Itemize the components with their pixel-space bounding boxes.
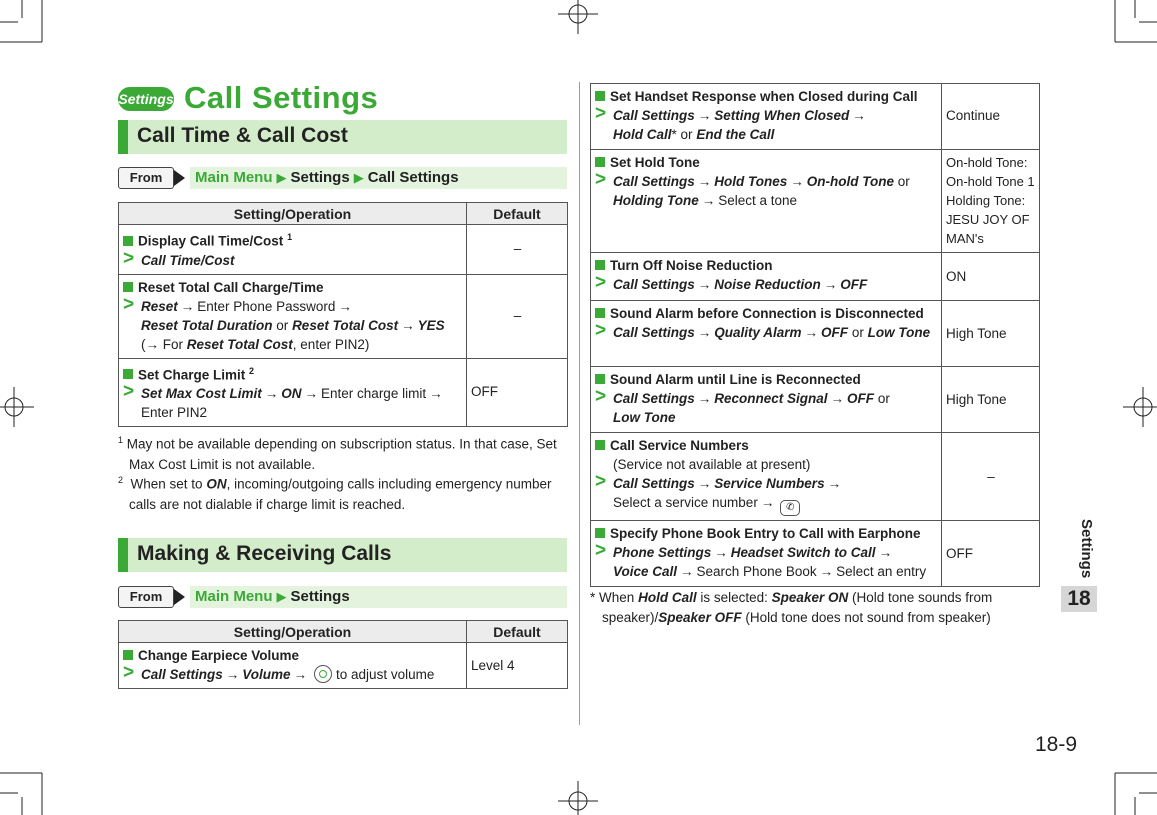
op-step: OFF [840,277,868,292]
column-divider [579,82,580,725]
section-title: Call Time & Call Cost [137,124,348,147]
section-heading-call-time-cost [118,120,567,154]
default-value: OFF [942,521,1040,587]
op-or: or [851,325,864,340]
from-label: From [118,586,174,608]
page-number: 18-9 [1035,733,1078,756]
col-setting-operation: Setting/Operation [119,203,467,225]
bullet-square-icon [595,308,605,318]
op-step: Reset Total Cost [186,336,293,352]
chevron-right-icon: > [595,169,607,190]
table-row: Change Earpiece Volume > Call Settings → Volume → to adjust volume Level 4 [119,643,568,689]
op-step: Service Numbers [714,476,825,491]
default-value: – [467,225,568,275]
op-step: Call Settings [613,391,695,406]
footnote-text: , incoming/outgoing calls including emergency number calls are not dialable if charge limit is reached. [129,476,552,512]
triangle-right-icon: ▶ [276,589,287,604]
table-row: Reset Total Call Charge/Time > Reset → Enter Phone Password → Reset Total Duration or Reset Total Cost → YES (→ For Reset Total Cost, enter PIN2) – [119,274,568,358]
bullet-square-icon [123,369,133,379]
footnote-num: 1 [118,435,124,445]
chapter-number: 18 [1061,586,1097,612]
footnote-ref: 2 [249,365,255,376]
default-value: OFF [467,358,568,427]
settings-badge: Settings [118,87,174,111]
path-settings: Settings [290,169,350,186]
footnote-text: is selected: [700,590,768,605]
op-step: Voice Call [613,564,678,579]
path-main-menu: Main Menu [195,588,273,605]
arrow-right-icon [174,170,185,186]
bullet-square-icon [595,528,605,538]
footnote-1 [118,430,558,475]
menu-path [190,167,567,189]
footnote-ref: 1 [287,232,293,242]
op-star: * [671,127,677,142]
item-title: Set Charge Limit [138,367,246,382]
op-step: to adjust volume [336,667,435,682]
footnote-text: Speaker OFF [658,610,742,625]
table-row: Sound Alarm until Line is Reconnected > Call Settings → Reconnect Signal → OFF or Low Tone High Tone [591,367,1040,433]
op-step: Call Settings [613,325,695,340]
default-value: Level 4 [467,643,568,689]
op-step: Reset Total Cost [292,317,399,333]
default-value: – [467,274,568,358]
item-title: Set Hold Tone [610,155,700,170]
op-step: Setting When Closed [714,108,850,123]
bullet-square-icon [595,260,605,270]
op-step: ON [281,386,302,401]
section-title: Making & Receiving Calls [137,542,392,565]
call-key-icon: ✆ [780,500,800,516]
op-step: Low Tone [613,410,676,425]
section-accent-bar [118,538,128,572]
default-value: ON [942,253,1040,301]
op-step: , enter PIN2) [292,336,370,352]
footnote-text: (Hold tone sounds from speaker)/ [602,590,993,625]
chevron-right-icon: > [595,386,607,407]
item-title: Turn Off Noise Reduction [610,258,773,273]
table-row: Sound Alarm before Connection is Disconnected > Call Settings → Quality Alarm → OFF or Low Tone High Tone [591,301,1040,367]
table-row: Set Hold Tone > Call Settings → Hold Tones → On-hold Tone or Holding Tone → Select a tone On-hold Tone: On-hold Tone 1 Holding Tone: JESU JOY OF MAN's [591,150,1040,253]
op-step: Select an entry [836,564,927,579]
chevron-right-icon: > [123,381,135,402]
op-step: End the Call [696,127,775,142]
item-title: Call Service Numbers [610,438,749,453]
item-title: Sound Alarm before Connection is Disconnected [610,306,924,321]
section-heading-making-receiving [118,538,567,572]
op-step: Call Settings [613,174,695,189]
op-step: Call Settings [613,476,695,491]
op-or: or [877,391,890,406]
chevron-right-icon: > [123,662,135,683]
op-or: or [897,174,910,189]
from-label: From [118,167,174,189]
op-step: Enter Phone Password [197,298,336,314]
footnote-text: (Hold tone does not sound from speaker) [745,610,991,625]
item-title: Set Handset Response when Closed during Call [610,89,918,104]
table-row: Call Service Numbers (Service not available at present) > Call Settings → Service Numbers → Select a service number → ✆ – [591,433,1040,521]
bullet-square-icon [595,440,605,450]
bullet-square-icon [123,236,133,246]
op-step: Hold Call [613,127,672,142]
op-step: Holding Tone [613,193,699,208]
op-step: Phone Settings [613,545,712,560]
op-step: Set Max Cost Limit [141,386,262,401]
path-call-settings: Call Settings [367,169,459,186]
op-step: Headset Switch to Call [730,545,876,560]
op-step: Call Settings [613,277,695,292]
chevron-right-icon: > [123,247,135,269]
op-step: Search Phone Book [696,564,817,579]
footnote-text: ON [206,476,227,492]
triangle-right-icon: ▶ [276,170,287,185]
from-path-row [118,167,567,189]
hold-call-footnote [590,588,1042,628]
table-row: Turn Off Noise Reduction > Call Settings → Noise Reduction → OFF ON [591,253,1040,301]
table-row: Set Charge Limit $^2$ > Set Max Cost Limit → ON → Enter charge limit → Enter PIN2 OFF [119,358,568,427]
footnote-2 [118,470,558,515]
op-step: Select a service number [613,495,758,510]
triangle-right-icon: ▶ [353,170,364,185]
op-step: OFF [821,325,849,340]
default-value: – [942,433,1040,521]
op-step: OFF [847,391,875,406]
chapter-side-tab [1061,512,1097,612]
default-value: High Tone [942,301,1040,367]
path-main-menu: Main Menu [195,169,273,186]
footnote-star: * [590,590,596,605]
item-title: Change Earpiece Volume [138,648,300,663]
op-step: Volume [242,667,291,682]
op-step: Low Tone [867,325,931,340]
op-step: Enter charge limit [321,386,427,401]
op-or: or [276,317,289,333]
op-step: Call Settings [141,667,223,682]
op-step: Reset Total Duration [141,317,273,333]
call-settings-table-right [590,83,1040,587]
op-step: Select a tone [718,193,798,208]
default-value: Continue [942,84,1040,150]
chapter-label: Settings [1078,519,1095,579]
navigation-key-icon [314,665,332,683]
chevron-right-icon: > [595,320,607,341]
col-setting-operation: Setting/Operation [119,621,467,643]
col-default: Default [467,621,568,643]
op-step: Hold Tones [714,174,788,189]
col-default: Default [467,203,568,225]
op-step: For [162,336,183,352]
bullet-square-icon [123,650,133,660]
op-step: Quality Alarm [714,325,802,340]
item-note: (Service not available at present) [613,457,811,472]
op-or: or [680,127,693,142]
op-step: Noise Reduction [714,277,821,292]
footnote-num: 2 [118,475,124,485]
item-title: Reset Total Call Charge/Time [138,279,324,295]
page-title: Call Settings [184,80,379,115]
arrow-right-icon [174,589,185,605]
footnote-text: When set to [130,476,203,492]
bullet-square-icon [595,374,605,384]
item-title: Sound Alarm until Line is Reconnected [610,372,861,387]
item-title: Specify Phone Book Entry to Call with Earphone [610,526,921,541]
from-path-row [118,586,567,608]
footnote-text: May not be available depending on subscription status. In that case, Set Max Cost Limit is not available. [126,436,557,472]
default-value: High Tone [942,367,1040,433]
chevron-right-icon: > [595,272,607,293]
table-row: Specify Phone Book Entry to Call with Earphone > Phone Settings → Headset Switch to Call → Voice Call → Search Phone Book → Select an entry OFF [591,521,1040,587]
item-title: Display Call Time/Cost [138,233,284,249]
op-step: Reset [141,298,178,314]
footnote-text: Hold Call [638,590,697,605]
chevron-right-icon: > [595,471,607,492]
footnote-text: Speaker ON [771,590,849,605]
path-settings: Settings [290,588,350,605]
table-row [119,225,568,275]
bullet-square-icon [595,91,605,101]
making-receiving-table [118,620,568,689]
op-step: Enter PIN2 [141,405,208,420]
bullet-square-icon [595,157,605,167]
default-value: On-hold Tone: On-hold Tone 1 Holding Tone: JESU JOY OF MAN's [942,150,1040,253]
chevron-right-icon: > [123,293,135,315]
op-step: Call Settings [613,108,695,123]
menu-path [190,586,567,608]
footnote-text: When [599,590,635,605]
op-step: Reconnect Signal [714,391,828,406]
op-step: YES [417,317,445,333]
chevron-right-icon: > [595,103,607,124]
chevron-right-icon: > [595,540,607,561]
op-step: Call Time/Cost [141,252,235,268]
table-row: Set Handset Response when Closed during Call > Call Settings → Setting When Closed → Hold Call* or End the Call Continue [591,84,1040,150]
bullet-square-icon [123,282,133,292]
op-step: On-hold Tone [806,174,894,189]
section-accent-bar [118,120,128,154]
call-time-cost-table [118,202,568,427]
